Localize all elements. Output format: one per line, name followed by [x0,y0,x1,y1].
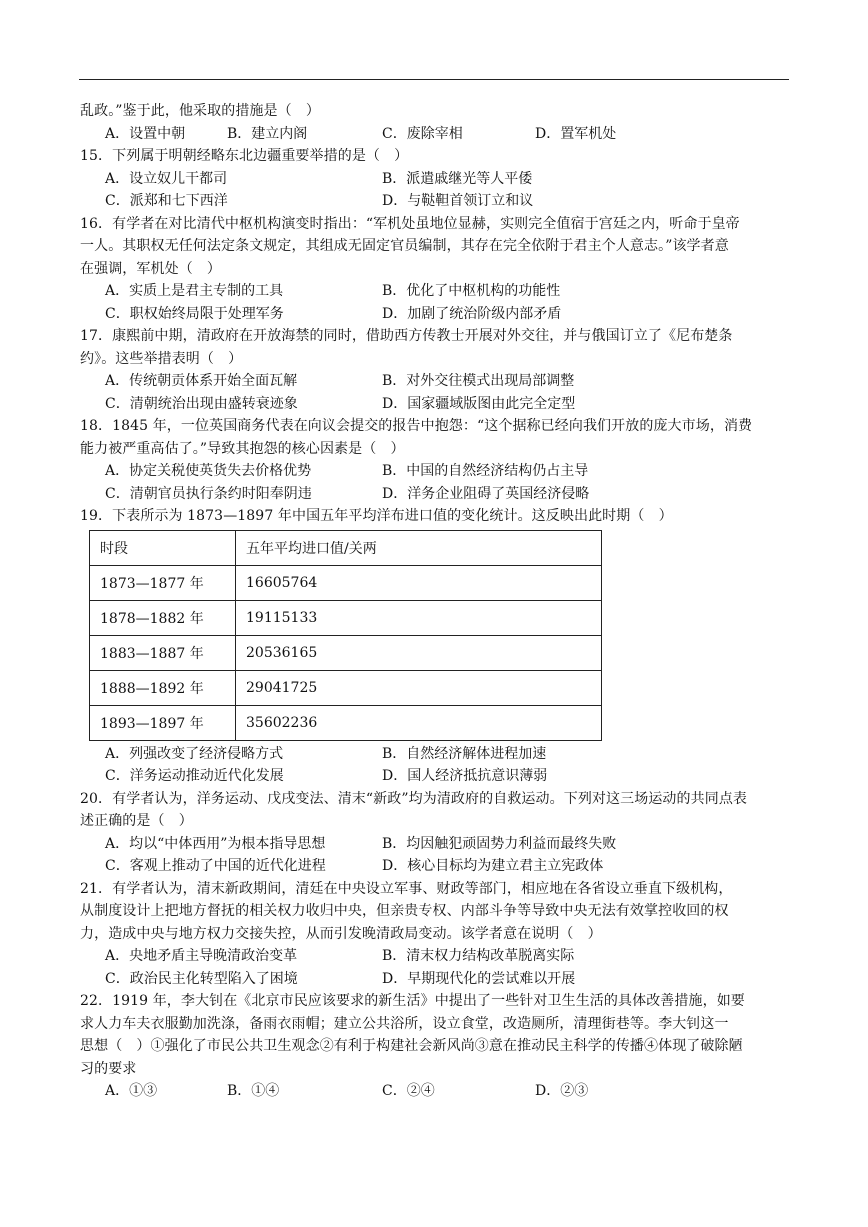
table-header-row [90,530,602,565]
q22-option-a[interactable]: A．①③ [105,1083,158,1099]
q20-option-b[interactable]: B．均因触犯顽固势力利益而最终失败 [382,835,617,852]
table-row [90,565,602,600]
q19-options-row1 [80,743,790,766]
q18-stem-line: 18．1845 年，一位英国商务代表在向议会提交的报告中抱怨：“这个据称已经向我们开放的庞大市场，消费 [80,418,753,434]
q18-option-b[interactable]: B．中国的自然经济结构仍占主导 [382,463,589,479]
q17-option-c[interactable]: C．清朝统治出现由盛转衰迹象 [105,395,298,412]
q16-stem-line: 16．有学者在对比清代中枢机构演变时指出：“军机处虽地位显赫，实则完全值宿于宫廷之内，听命于皇帝 [80,215,740,232]
q19-option-b[interactable]: B．自然经济解体进程加速 [382,745,547,762]
q20-options-row1 [80,833,790,856]
table-cell-period: 1883—1887 年 [90,635,236,670]
q19-option-d[interactable]: D．国人经济抵抗意识薄弱 [382,768,548,784]
q15-option-b[interactable]: B．派遣戚继光等人平倭 [382,170,533,187]
q16-option-a[interactable]: A．实质上是君主专制的工具 [105,283,284,299]
q16-options-row2 [80,303,790,326]
table-cell-value: 20536165 [236,635,602,670]
q22-stem-line: 求人力车夫衣服勤加洗涤，备雨衣雨帽；建立公共浴所，设立食堂，改造厕所，清理街巷等。李大钊这一 [80,1015,729,1032]
q21-option-c[interactable]: C．政治民主化转型陷入了困境 [105,970,298,987]
q20-stem-line: 述正确的是（ ） [80,813,193,829]
q21-stem-line: 力，造成中央与地方权力交接失控，从而引发晚清政局变动。该学者意在说明（ ） [80,925,602,942]
q22-option-c[interactable]: C．②④ [382,1083,435,1099]
q15-option-c[interactable]: C．派郑和七下西洋 [105,193,228,209]
q16-stem-line: 在强调，军机处（ ） [80,260,221,277]
q16-stem-line: 一人。其职权无任何法定条文规定，其组成无固定官员编制，其存在完全依附于君主个人意志。”该学者意 [80,238,729,254]
q16-option-b[interactable]: B．优化了中枢机构的功能性 [382,283,561,299]
q22-option-d[interactable]: D．②③ [535,1083,589,1099]
q15-option-a[interactable]: A．设立奴儿干都司 [105,170,228,187]
q15-options-row1 [80,168,790,191]
q21-option-d[interactable]: D．早期现代化的尝试难以开展 [382,970,576,987]
q21-options-row2 [80,968,790,991]
table-row [90,635,602,670]
q17-stem-line: 约》。这些举措表明（ ） [80,350,243,367]
q22-stem-line: 22．1919 年，李大钊在《北京市民应该要求的新生活》中提出了一些针对卫生生活的具体改善措施，如要 [80,993,745,1009]
q20-option-a[interactable]: A．均以“中体西用”为根本指导思想 [105,835,326,852]
q15-options-row2 [80,190,790,213]
q18-option-d[interactable]: D．洋务企业阻碍了英国经济侵略 [382,485,590,502]
table-cell-period: 1893—1897 年 [90,705,236,740]
q14-stem: 乱政。”鉴于此，他采取的措施是（ ） [80,103,320,119]
q18-stem-line: 能力被严重高估了。”导致其抱怨的核心因素是（ ） [80,440,405,457]
q17-option-b[interactable]: B．对外交往模式出现局部调整 [382,373,575,389]
table-header-cell: 五年平均进口值/关两 [236,530,602,565]
q17-option-d[interactable]: D．国家疆域版图由此完全定型 [382,395,576,412]
q14-option-a[interactable]: A．设置中朝 [105,125,186,142]
table-cell-period: 1888—1892 年 [90,670,236,705]
q18-options-row2 [80,483,790,506]
table-cell-period: 1878—1882 年 [90,600,236,635]
q20-options-row2 [80,855,790,878]
q19-import-table [89,530,602,741]
q14-options [80,123,790,146]
q18-options-row1 [80,460,790,483]
table-cell-value: 35602236 [236,705,602,740]
q20-stem-line: 20．有学者认为，洋务运动、戊戌变法、清末“新政”均为清政府的自救运动。下列对这三场运动的共同点表 [80,790,748,807]
table-cell-value: 29041725 [236,670,602,705]
q16-option-d[interactable]: D．加剧了统治阶级内部矛盾 [382,305,562,322]
q22-option-b[interactable]: B．①④ [227,1083,280,1099]
header-rule [79,79,789,80]
q14-option-d[interactable]: D．置军机处 [535,125,617,142]
table-row [90,600,602,635]
table-cell-value: 16605764 [236,565,602,600]
q19-stem: 19．下表所示为 1873—1897 年中国五年平均洋布进口值的变化统计。这反映出此时期（ ） [80,508,673,524]
table-row [90,705,602,740]
q19-option-a[interactable]: A．列强改变了经济侵略方式 [105,745,284,762]
q19-option-c[interactable]: C．洋务运动推动近代化发展 [105,768,284,784]
q22-stem-line: 习的要求 [80,1060,137,1077]
table-cell-period: 1873—1877 年 [90,565,236,600]
q17-options-row2 [80,393,790,416]
table-row [90,670,602,705]
table-cell-value: 19115133 [236,600,602,635]
q20-option-c[interactable]: C．客观上推动了中国的近代化进程 [105,858,326,874]
q15-option-d[interactable]: D．与鞑靼首领订立和议 [382,193,534,209]
q22-options [80,1080,790,1103]
q17-options-row1 [80,370,790,393]
q21-options-row1 [80,945,790,968]
q17-option-a[interactable]: A．传统朝贡体系开始全面瓦解 [105,373,298,389]
q18-option-c[interactable]: C．清朝官员执行条约时阳奉阴违 [105,485,312,502]
q15-stem: 15．下列属于明朝经略东北边疆重要举措的是（ ） [80,148,409,164]
q18-option-a[interactable]: A．协定关税使英货失去价格优势 [105,463,312,479]
exam-page [80,100,790,1103]
table-header-cell: 时段 [90,530,236,565]
q21-stem-line: 从制度设计上把地方督抚的相关权力收归中央，但亲贵专权、内部斗争等导致中央无法有效掌控收回的权 [80,903,729,919]
q16-options-row1 [80,280,790,303]
q14-option-b[interactable]: B．建立内阁 [227,125,308,142]
q21-option-b[interactable]: B．清末权力结构改革脱离实际 [382,948,575,964]
q16-option-c[interactable]: C．职权始终局限于处理军务 [105,305,284,322]
q21-stem-line: 21．有学者认为，清末新政期间，清廷在中央设立军事、财政等部门，相应地在各省设立垂直下级机构， [80,880,733,897]
q14-option-c[interactable]: C．废除宰相 [382,125,463,142]
q20-option-d[interactable]: D．核心目标均为建立君主立宪政体 [382,858,604,874]
q22-stem-line: 思想（ ）①强化了市民公共卫生观念②有利于构建社会新风尚③意在推动民主科学的传播④体现了破除陋 [80,1038,743,1054]
q17-stem-line: 17．康熙前中期，清政府在开放海禁的同时，借助西方传教士开展对外交往，并与俄国订立了《尼布楚条 [80,328,733,344]
q19-options-row2 [80,765,790,788]
q21-option-a[interactable]: A．央地矛盾主导晚清政治变革 [105,948,298,964]
